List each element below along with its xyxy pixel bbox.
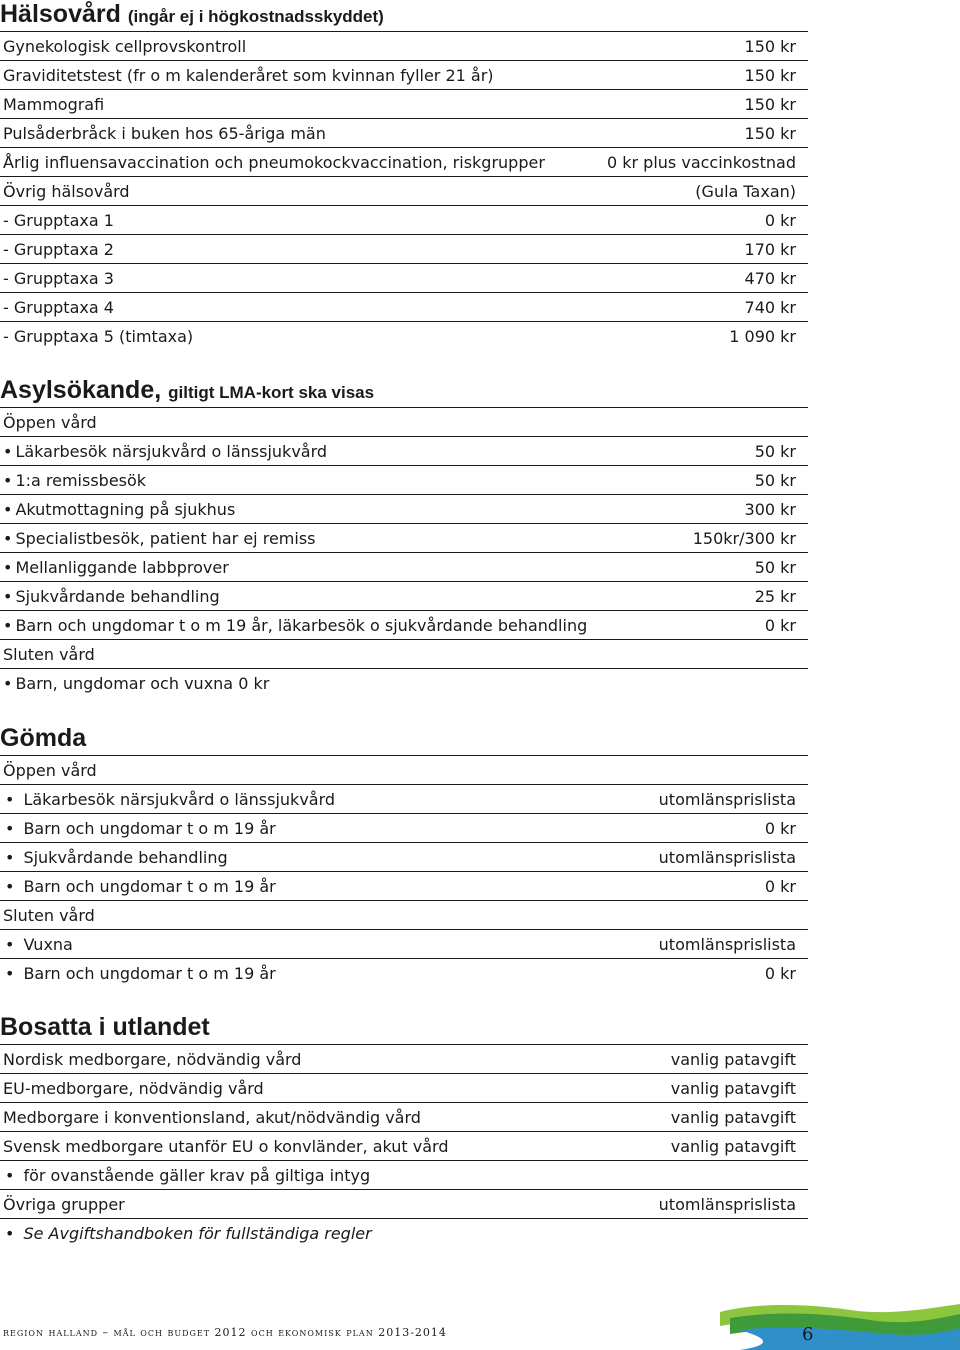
title-text: Asylsökande, bbox=[0, 376, 162, 404]
price-row bbox=[0, 814, 808, 843]
row-value: 470 kr bbox=[744, 268, 796, 288]
title-text: Hälsovård bbox=[0, 0, 121, 28]
row-value: 150 kr bbox=[744, 94, 796, 114]
row-value: 1 090 kr bbox=[729, 326, 796, 346]
price-row bbox=[0, 553, 808, 582]
row-value: 0 kr plus vaccinkostnad bbox=[606, 152, 796, 172]
footer-text: region halland – mål och budget 2012 och ekonomisk plan 2013-2014 bbox=[3, 1326, 447, 1339]
row-value: 0 kr bbox=[764, 876, 796, 896]
section-title bbox=[0, 376, 808, 408]
price-row bbox=[0, 1103, 808, 1132]
row-label: EU-medborgare, nödvändig vård bbox=[3, 1078, 264, 1098]
row-value: 170 kr bbox=[744, 239, 796, 259]
price-row bbox=[0, 264, 808, 293]
section-gomda bbox=[0, 724, 808, 987]
title-text: Bosatta i utlandet bbox=[0, 1013, 210, 1041]
row-value: 50 kr bbox=[754, 557, 796, 577]
price-row bbox=[0, 872, 808, 901]
subheading-oppen-vard: Öppen vård bbox=[0, 756, 808, 785]
row-value: 0 kr bbox=[764, 818, 796, 838]
region-halland-brand-wave bbox=[720, 1300, 960, 1350]
price-row bbox=[0, 582, 808, 611]
title-subtitle: giltigt LMA-kort ska visas bbox=[168, 383, 375, 402]
row-value: 150 kr bbox=[744, 36, 796, 56]
price-row bbox=[0, 148, 808, 177]
row-label: - Grupptaxa 3 bbox=[3, 268, 114, 288]
row-label: - Grupptaxa 5 (timtaxa) bbox=[3, 326, 194, 346]
row-label: • Vuxna bbox=[0, 935, 73, 954]
row-value: vanlig patavgift bbox=[670, 1136, 796, 1156]
row-value: 740 kr bbox=[744, 297, 796, 317]
row-value: utomlänsprislista bbox=[658, 934, 796, 954]
section-halsovard bbox=[0, 0, 808, 350]
row-label: Medborgare i konventionsland, akut/nödvändig vård bbox=[3, 1107, 421, 1127]
price-row bbox=[0, 843, 808, 872]
row-label: • Läkarbesök närsjukvård o länssjukvård bbox=[0, 442, 327, 461]
row-label: • Barn, ungdomar och vuxna 0 kr bbox=[0, 674, 269, 693]
row-value: 300 kr bbox=[744, 499, 796, 519]
price-row bbox=[0, 466, 808, 495]
row-label: Pulsåderbråck i buken hos 65-åriga män bbox=[3, 123, 326, 143]
title-text: Gömda bbox=[0, 724, 87, 752]
row-value: vanlig patavgift bbox=[670, 1107, 796, 1127]
subheading-sluten-vard: Sluten vård bbox=[0, 901, 808, 930]
price-row bbox=[0, 293, 808, 322]
row-label: Årlig influensavaccination och pneumokockvaccination, riskgrupper bbox=[3, 152, 545, 172]
price-row bbox=[0, 959, 808, 987]
price-row bbox=[0, 235, 808, 264]
row-label: • Barn och ungdomar t o m 19 år bbox=[0, 877, 276, 896]
price-row bbox=[0, 1190, 808, 1219]
note-text: • för ovanstående gäller krav på giltiga intyg bbox=[0, 1166, 370, 1185]
reference-row bbox=[0, 1219, 808, 1247]
price-row bbox=[0, 177, 808, 206]
row-label: • Barn och ungdomar t o m 19 år bbox=[0, 819, 276, 838]
row-value: 50 kr bbox=[754, 441, 796, 461]
note-row bbox=[0, 1161, 808, 1190]
price-row bbox=[0, 437, 808, 466]
row-value: 25 kr bbox=[754, 586, 796, 606]
row-value: 150 kr bbox=[744, 123, 796, 143]
price-row bbox=[0, 1045, 808, 1074]
row-label: Svensk medborgare utanför EU o konvländer, akut vård bbox=[3, 1136, 449, 1156]
row-value: utomlänsprislista bbox=[658, 1194, 796, 1214]
row-label: Övrig hälsovård bbox=[3, 181, 130, 201]
row-label: • Sjukvårdande behandling bbox=[0, 587, 220, 606]
price-row bbox=[0, 611, 808, 640]
row-value: 150 kr bbox=[744, 65, 796, 85]
section-title bbox=[0, 1013, 808, 1045]
row-label: • Specialistbesök, patient har ej remiss bbox=[0, 529, 315, 548]
subheading-sluten-vard: Sluten vård bbox=[0, 640, 808, 669]
price-row bbox=[0, 930, 808, 959]
row-value: 50 kr bbox=[754, 470, 796, 490]
section-asyl bbox=[0, 376, 808, 697]
row-label: • Sjukvårdande behandling bbox=[0, 848, 228, 867]
row-label: • Barn och ungdomar t o m 19 år, läkarbesök o sjukvårdande behandling bbox=[0, 616, 587, 635]
row-label: - Grupptaxa 4 bbox=[3, 297, 114, 317]
row-label: Mammografi bbox=[3, 94, 105, 114]
row-label: Övriga grupper bbox=[3, 1194, 125, 1214]
row-label: - Grupptaxa 2 bbox=[3, 239, 114, 259]
row-label: • Mellanliggande labbprover bbox=[0, 558, 229, 577]
page-number: 6 bbox=[802, 1324, 814, 1345]
price-row bbox=[0, 495, 808, 524]
price-row bbox=[0, 90, 808, 119]
row-label: Graviditetstest (fr o m kalenderåret som kvinnan fyller 21 år) bbox=[3, 65, 494, 85]
price-row bbox=[0, 524, 808, 553]
row-label: • 1:a remissbesök bbox=[0, 471, 146, 490]
row-label: Nordisk medborgare, nödvändig vård bbox=[3, 1049, 302, 1069]
section-title bbox=[0, 724, 808, 756]
row-label: • Barn och ungdomar t o m 19 år bbox=[0, 964, 276, 983]
row-label: • Läkarbesök närsjukvård o länssjukvård bbox=[0, 790, 335, 809]
row-value: utomlänsprislista bbox=[658, 789, 796, 809]
row-value: vanlig patavgift bbox=[670, 1049, 796, 1069]
price-row bbox=[0, 322, 808, 350]
row-label: Gynekologisk cellprovskontroll bbox=[3, 36, 247, 56]
price-row bbox=[0, 1132, 808, 1161]
price-row bbox=[0, 32, 808, 61]
price-row bbox=[0, 61, 808, 90]
row-label: • Akutmottagning på sjukhus bbox=[0, 500, 235, 519]
row-value: 150kr/300 kr bbox=[692, 528, 796, 548]
row-value: utomlänsprislista bbox=[658, 847, 796, 867]
row-label: - Grupptaxa 1 bbox=[3, 210, 114, 230]
subheading-oppen-vard: Öppen vård bbox=[0, 408, 808, 437]
price-row bbox=[0, 119, 808, 148]
price-row bbox=[0, 785, 808, 814]
section-title bbox=[0, 0, 808, 32]
section-utland bbox=[0, 1013, 808, 1247]
reference-text: • Se Avgiftshandboken för fullständiga regler bbox=[0, 1224, 372, 1243]
title-subtitle: (ingår ej i högkostnadsskyddet) bbox=[127, 7, 384, 26]
price-row bbox=[0, 1074, 808, 1103]
row-value: 0 kr bbox=[764, 615, 796, 635]
row-value: 0 kr bbox=[764, 963, 796, 983]
price-row bbox=[0, 669, 808, 697]
row-value: vanlig patavgift bbox=[670, 1078, 796, 1098]
row-value: 0 kr bbox=[764, 210, 796, 230]
row-value: (Gula Taxan) bbox=[695, 181, 796, 201]
price-row bbox=[0, 206, 808, 235]
